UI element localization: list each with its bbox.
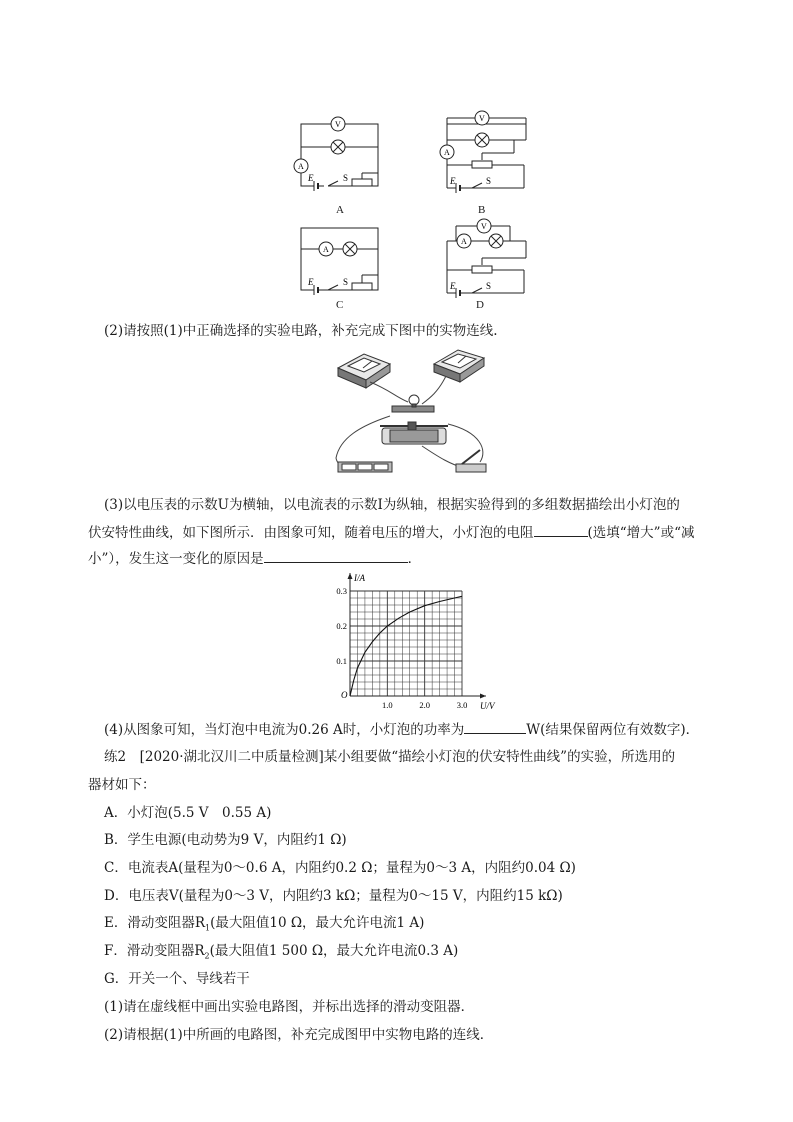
equipment-item-f-subscript: 2 bbox=[204, 951, 210, 961]
x-tick-label: 1.0 bbox=[382, 700, 393, 710]
question-3-line-2-text: 伏安特性曲线，如下图所示．由图象可知，随着电压的增大，小灯泡的电阻 bbox=[88, 525, 534, 541]
circuit-label-d: D bbox=[476, 299, 484, 311]
question-3-line-3 bbox=[88, 548, 421, 568]
exercise-2-line-2: 器材如下： bbox=[88, 777, 156, 793]
y-axis-label: I/A bbox=[354, 573, 365, 583]
question-3-line-2-hint: (选填“增大”或“减 bbox=[587, 525, 695, 541]
question-3-line-3-end: ． bbox=[407, 551, 422, 567]
exercise-2-line-1: 练2 [2020·湖北汉川二中质量检测]某小组要做“描绘小灯泡的伏安特性曲线”的实验，所选用的 bbox=[104, 749, 676, 765]
equipment-item-e-spec: (最大阻值10 Ω，最大允许电流1 A) bbox=[210, 915, 425, 931]
equipment-item-e bbox=[104, 914, 424, 938]
equipment-item-f-spec: (最大阻值1 500 Ω，最大允许电流0.3 A) bbox=[209, 943, 459, 959]
apparatus-illustration bbox=[330, 346, 490, 486]
question-4-line bbox=[104, 719, 699, 739]
y-tick-label: 0.2 bbox=[336, 621, 347, 631]
svg-text:E: E bbox=[308, 277, 314, 287]
y-tick-label: 0.3 bbox=[336, 586, 347, 596]
question-4-end: W(结果保留两位有效数字)． bbox=[526, 722, 700, 738]
circuit-diagram-d bbox=[434, 218, 534, 302]
question-3-line-3-text: 小”），发生这一变化的原因是 bbox=[88, 551, 264, 567]
svg-text:V: V bbox=[479, 114, 485, 123]
battery-icon bbox=[338, 462, 392, 472]
svg-text:E: E bbox=[308, 173, 314, 183]
chart-ticks bbox=[336, 586, 467, 710]
equipment-item-e-name: E．滑动变阻器R bbox=[104, 915, 206, 931]
equipment-item-f bbox=[104, 942, 458, 966]
origin-label: O bbox=[341, 690, 348, 700]
iu-curve-line bbox=[350, 596, 462, 696]
svg-text:A: A bbox=[444, 148, 450, 157]
subquestion-2: (2)请根据(1)中所画的电路图，补充完成图甲中实物电路的连线． bbox=[104, 1027, 494, 1043]
x-axis-label: U/V bbox=[480, 701, 495, 711]
x-tick-label: 2.0 bbox=[419, 700, 430, 710]
question-3-line-2 bbox=[88, 522, 694, 542]
chart-grid bbox=[350, 591, 462, 696]
equipment-item-g: G．开关一个、导线若干 bbox=[104, 971, 250, 987]
circuit-diagram-a bbox=[288, 115, 388, 215]
equipment-item-d: D．电压表V(量程为0～3 V，内阻约3 kΩ；量程为0～15 V，内阻约15 kΩ) bbox=[104, 888, 563, 904]
x-tick-label: 3.0 bbox=[456, 700, 468, 710]
svg-text:E: E bbox=[450, 176, 456, 186]
equipment-item-c: C．电流表A(量程为0～0.6 A，内阻约0.2 Ω；量程为0～3 A，内阻约0.04 Ω) bbox=[104, 860, 576, 876]
y-axis-arrow bbox=[348, 573, 353, 579]
svg-text:A: A bbox=[323, 245, 329, 254]
power-blank[interactable] bbox=[464, 719, 526, 734]
y-tick-label: 0.1 bbox=[336, 656, 347, 666]
equipment-item-b: B．学生电源(电动势为9 V，内阻约1 Ω) bbox=[104, 832, 347, 848]
svg-text:E: E bbox=[450, 281, 456, 291]
circuit-label-c: C bbox=[336, 299, 344, 311]
svg-text:A: A bbox=[298, 162, 304, 171]
x-axis-arrow bbox=[480, 694, 486, 699]
question-4-text: (4)从图象可知，当灯泡中电流为0.26 A时，小灯泡的功率为 bbox=[104, 722, 465, 738]
subquestion-1: (1)请在虚线框中画出实验电路图，并标出选择的滑动变阻器． bbox=[104, 999, 475, 1015]
reason-blank[interactable] bbox=[264, 548, 408, 563]
svg-text:A: A bbox=[461, 237, 467, 246]
switch-icon bbox=[456, 450, 486, 472]
equipment-item-e-subscript: 1 bbox=[205, 923, 211, 933]
ammeter-device-icon bbox=[338, 354, 390, 388]
svg-text:V: V bbox=[481, 222, 487, 231]
chart-series bbox=[350, 596, 462, 696]
question-3-line-1: (3)以电压表的示数U为横轴，以电流表的示数I为纵轴，根据实验得到的多组数据描绘出小灯泡的 bbox=[104, 497, 680, 513]
circuit-label-a: A bbox=[336, 204, 344, 216]
equipment-item-a: A．小灯泡(5.5 V 0.55 A) bbox=[104, 805, 272, 821]
circuit-label-b: B bbox=[478, 204, 486, 216]
chart-axes bbox=[341, 573, 496, 711]
resistance-change-blank[interactable] bbox=[534, 522, 588, 537]
rheostat-icon bbox=[380, 422, 448, 444]
svg-text:S: S bbox=[343, 173, 349, 183]
question-2-text: (2)请按照(1)中正确选择的实验电路，补充完成下图中的实物连线. bbox=[104, 323, 498, 339]
equipment-item-f-name: F．滑动变阻器R bbox=[104, 943, 205, 959]
svg-text:V: V bbox=[335, 120, 341, 129]
circuit-diagram-b bbox=[434, 110, 534, 215]
circuit-diagram-c bbox=[288, 222, 388, 302]
svg-text:S: S bbox=[343, 277, 349, 287]
svg-text:S: S bbox=[486, 281, 492, 291]
voltmeter-device-icon bbox=[434, 350, 484, 382]
svg-text:S: S bbox=[486, 176, 492, 186]
iu-chart bbox=[328, 572, 498, 712]
